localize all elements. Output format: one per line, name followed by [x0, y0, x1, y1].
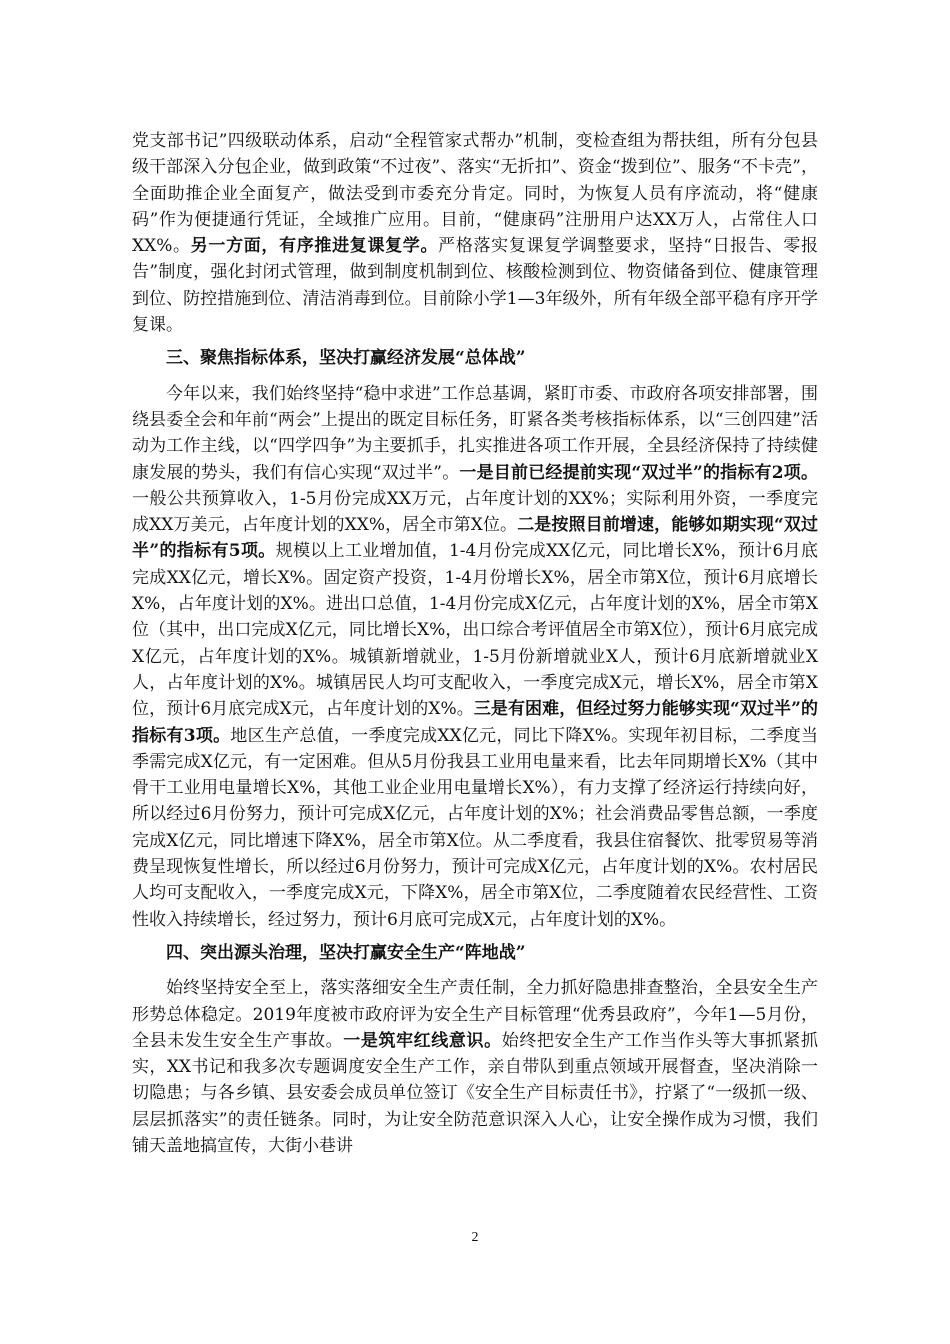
page-number: 2: [471, 1230, 479, 1245]
paragraph-text: 始终坚持安全至上，落实落细安全生产责任制，全力抓好隐患排查整治，全县安全生产形势总体稳定。2019年度被市政府评为安全生产目标管理“优秀县政府”，今年1—5月份，全县未发生安全生产事故。: [132, 978, 818, 1051]
bold-lead: 二是按照目前增速，能够如期实现“双过半”的指标有5项。: [132, 515, 818, 562]
paragraph-text: 党支部书记”四级联动体系，启动“全程管家式帮办”机制，变检查组为帮扶组，所有分包县级干部深入分包企业，做到政策“不过夜”、落实“无折扣”、资金“拨到位”、服务“不卡壳”，全面助推企业全面复产，做法受到市委充分肯定。同时，为恢复人员有序流动，将“健康码”作为便捷通行凭证，全域推广应用。目前，“健康码”注册用户达XX万人，占常住人口XX%。: [132, 131, 818, 257]
paragraph-text: 规模以上工业增加值，1-4月份完成XX亿元，同比增长X%，预计6月底完成XX亿元，增长X%。固定资产投资，1-4月份增长X%，居全市第X位，预计6月底增长X%，占年度计划的X%。进出口总值，1-4月份完成X亿元，占年度计划的X%，居全市第X位（其中，出口完成X亿元，同比增长X%，出口综合考评值居全市第X位），预计6月底完成X亿元，占年度计划的X%。城镇新增就业，1-5月份新增就业X人，预计6月底新增就业X人，占年度计划的X%。城镇居民人均可支配收入，一季度完成X元，增长X%，居全市第X位，预计6月底完成X元，占年度计划的X%。: [132, 541, 818, 720]
body-paragraph: [132, 975, 818, 1159]
body-paragraph: [132, 128, 818, 338]
section-heading: 三、聚焦指标体系，坚决打赢经济发展“总体战”: [166, 348, 526, 369]
paragraph-text: 地区生产总值，一季度完成XX亿元，同比下降X%。实现年初目标，二季度当季需完成X亿元，有一定困难。但从5月份我县工业用电量来看，比去年同期增长X%（其中骨干工业用电量增长X%，其他工业企业用电量增长X%），有力支撑了经济运行持续向好，所以经过6月份努力，预计可完成X亿元，占年度计划的X%；社会消费品零售总额，一季度完成X亿元，同比增速下降X%，居全市第X位。从二季度看，我县住宿餐饮、批零贸易等消费呈现恢复性增长，所以经过6月份努力，预计可完成X亿元，占年度计划的X%。农村居民人均可支配收入，一季度完成X元，下降X%，居全市第X位，二季度随着农民经营性、工资性收入持续增长，经过努力，预计6月底可完成X元，占年度计划的X%。: [132, 725, 818, 930]
paragraph-text: 始终把安全生产工作当作头等大事抓紧抓实，XX书记和我多次专题调度安全生产工作，亲自带队到重点领域开展督查，坚决消除一切隐患；与各乡镇、县安委会成员单位签订《安全生产目标责任书》，拧紧了“一级抓一级、层层抓落实”的责任链条。同时，为让安全防范意识深入人心，让安全操作成为习惯，我们铺天盖地搞宣传，大街小巷讲: [132, 1030, 819, 1156]
bold-lead: 另一方面，有序推进复课复学。: [190, 236, 439, 257]
bold-lead: 一是筑牢红线意识。: [343, 1030, 502, 1051]
paragraph-text: 严格落实复课复学调整要求，坚持“日报告、零报告”制度，强化封闭式管理，做到制度机制到位、核酸检测到位、物资储备到位、健康管理到位、防控措施到位、清洁消毒到位。目前除小学1—3年级外，所有年级全部平稳有序开学复课。: [132, 236, 818, 336]
bold-lead: 三是有困难，但经过努力能够实现“双过半”的指标有3项。: [132, 699, 818, 746]
paragraph-text: 今年以来，我们始终坚持“稳中求进”工作总基调，紧盯市委、市政府各项安排部署，围绕县委全会和年前“两会”上提出的既定目标任务，盯紧各类考核指标体系，以“三创四建”活动为工作主线，以“四学四争”为主要抓手，扎实推进各项工作开展，全县经济保持了持续健康发展的势头，我们有信心实现“双过半”。: [132, 383, 818, 483]
section-heading: 四、突出源头治理，坚决打赢安全生产“阵地战”: [166, 942, 526, 963]
bold-lead: 一是目前已经提前实现“双过半”的指标有2项。: [459, 462, 818, 483]
paragraph-text: 一般公共预算收入，1-5月份完成XX万元，占年度计划的XX%；实际利用外资，一季度完成XX万美元，占年度计划的XX%，居全市第X位。: [132, 488, 818, 536]
body-paragraph: [132, 381, 818, 933]
